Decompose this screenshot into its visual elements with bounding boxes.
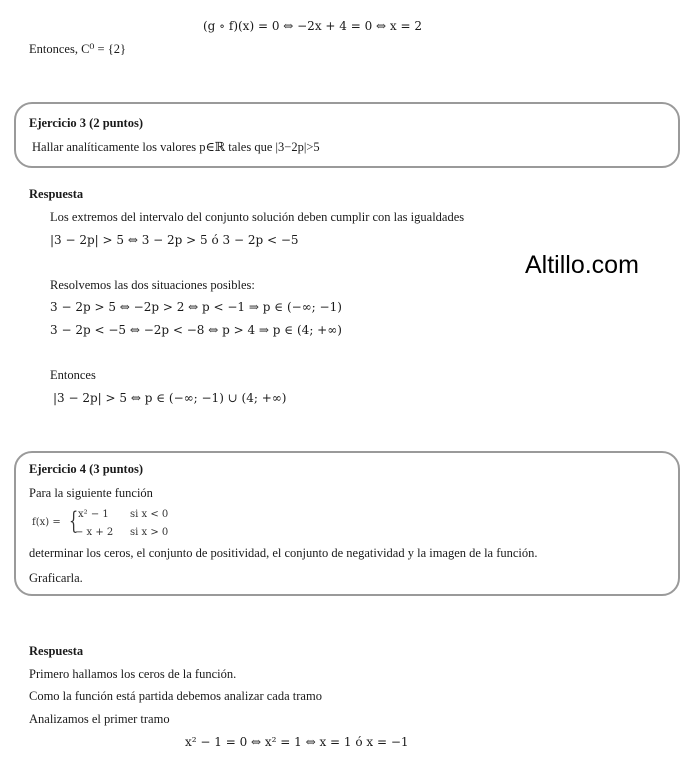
exercise-4-task: determinar los ceros, el conjunto de positividad, el conjunto de negatividad y la imagen de la función. [29, 546, 538, 560]
zero-set-text: Entonces, C⁰ = {2} [29, 42, 126, 56]
answer-3-case-1: 3 − 2p > 5 ⇔ −2p > 2 ⇔ p < −1 ⇒ p ∈ (−∞; −1) [50, 300, 342, 314]
piece-1-expression: x² − 1 [78, 509, 109, 520]
answer-4-heading: Respuesta [29, 644, 84, 658]
answer-3-case-2: 3 − 2p < −5 ⇔ −2p < −8 ⇔ p > 4 ⇒ p ∈ (4; +∞) [50, 323, 342, 337]
exercise-3-statement: Hallar analíticamente los valores p∈ℝ tales que |3−2p|>5 [32, 140, 320, 154]
answer-4-equation: x² − 1 = 0 ⇔ x² = 1 ⇔ x = 1 ó x = −1 [185, 735, 409, 749]
answer-4-line-2: Como la función está partida debemos analizar cada tramo [29, 689, 322, 703]
function-name: f(x) = [32, 517, 61, 528]
exercise-3-box [14, 102, 680, 168]
answer-3-equivalence: |3 − 2p| > 5 ⇔ 3 − 2p > 5 ó 3 − 2p < −5 [50, 233, 299, 247]
exercise-4-intro: Para la siguiente función [29, 486, 153, 500]
piece-1-condition: si x < 0 [130, 509, 169, 520]
altillo-brand: Altillo.com [525, 251, 639, 279]
answer-4-line-1: Primero hallamos los ceros de la función. [29, 667, 237, 681]
exercise-3-title: Ejercicio 3 (2 puntos) [29, 116, 143, 130]
answer-3-result: |3 − 2p| > 5 ⇔ p ∈ (−∞; −1) ∪ (4; +∞) [53, 391, 287, 405]
answer-4-line-3: Analizamos el primer tramo [29, 712, 170, 726]
answer-3-heading: Respuesta [29, 187, 84, 201]
brace-symbol: { [69, 507, 79, 535]
answer-3-cases-intro: Resolvemos las dos situaciones posibles: [50, 278, 255, 292]
exercise-4-title: Ejercicio 4 (3 puntos) [29, 462, 143, 476]
answer-3-then: Entonces [50, 368, 96, 382]
piece-2-expression: − x + 2 [75, 527, 114, 538]
exercise-4-graph: Graficarla. [29, 571, 83, 585]
piece-2-condition: si x > 0 [130, 527, 169, 538]
exercise-4-box [14, 451, 680, 596]
answer-3-intro: Los extremos del intervalo del conjunto solución deben cumplir con las igualdades [50, 210, 465, 224]
composition-equation: (g ∘ f)(x) = 0 ⇔ −2x + 4 = 0 ⇔ x = 2 [203, 19, 422, 33]
